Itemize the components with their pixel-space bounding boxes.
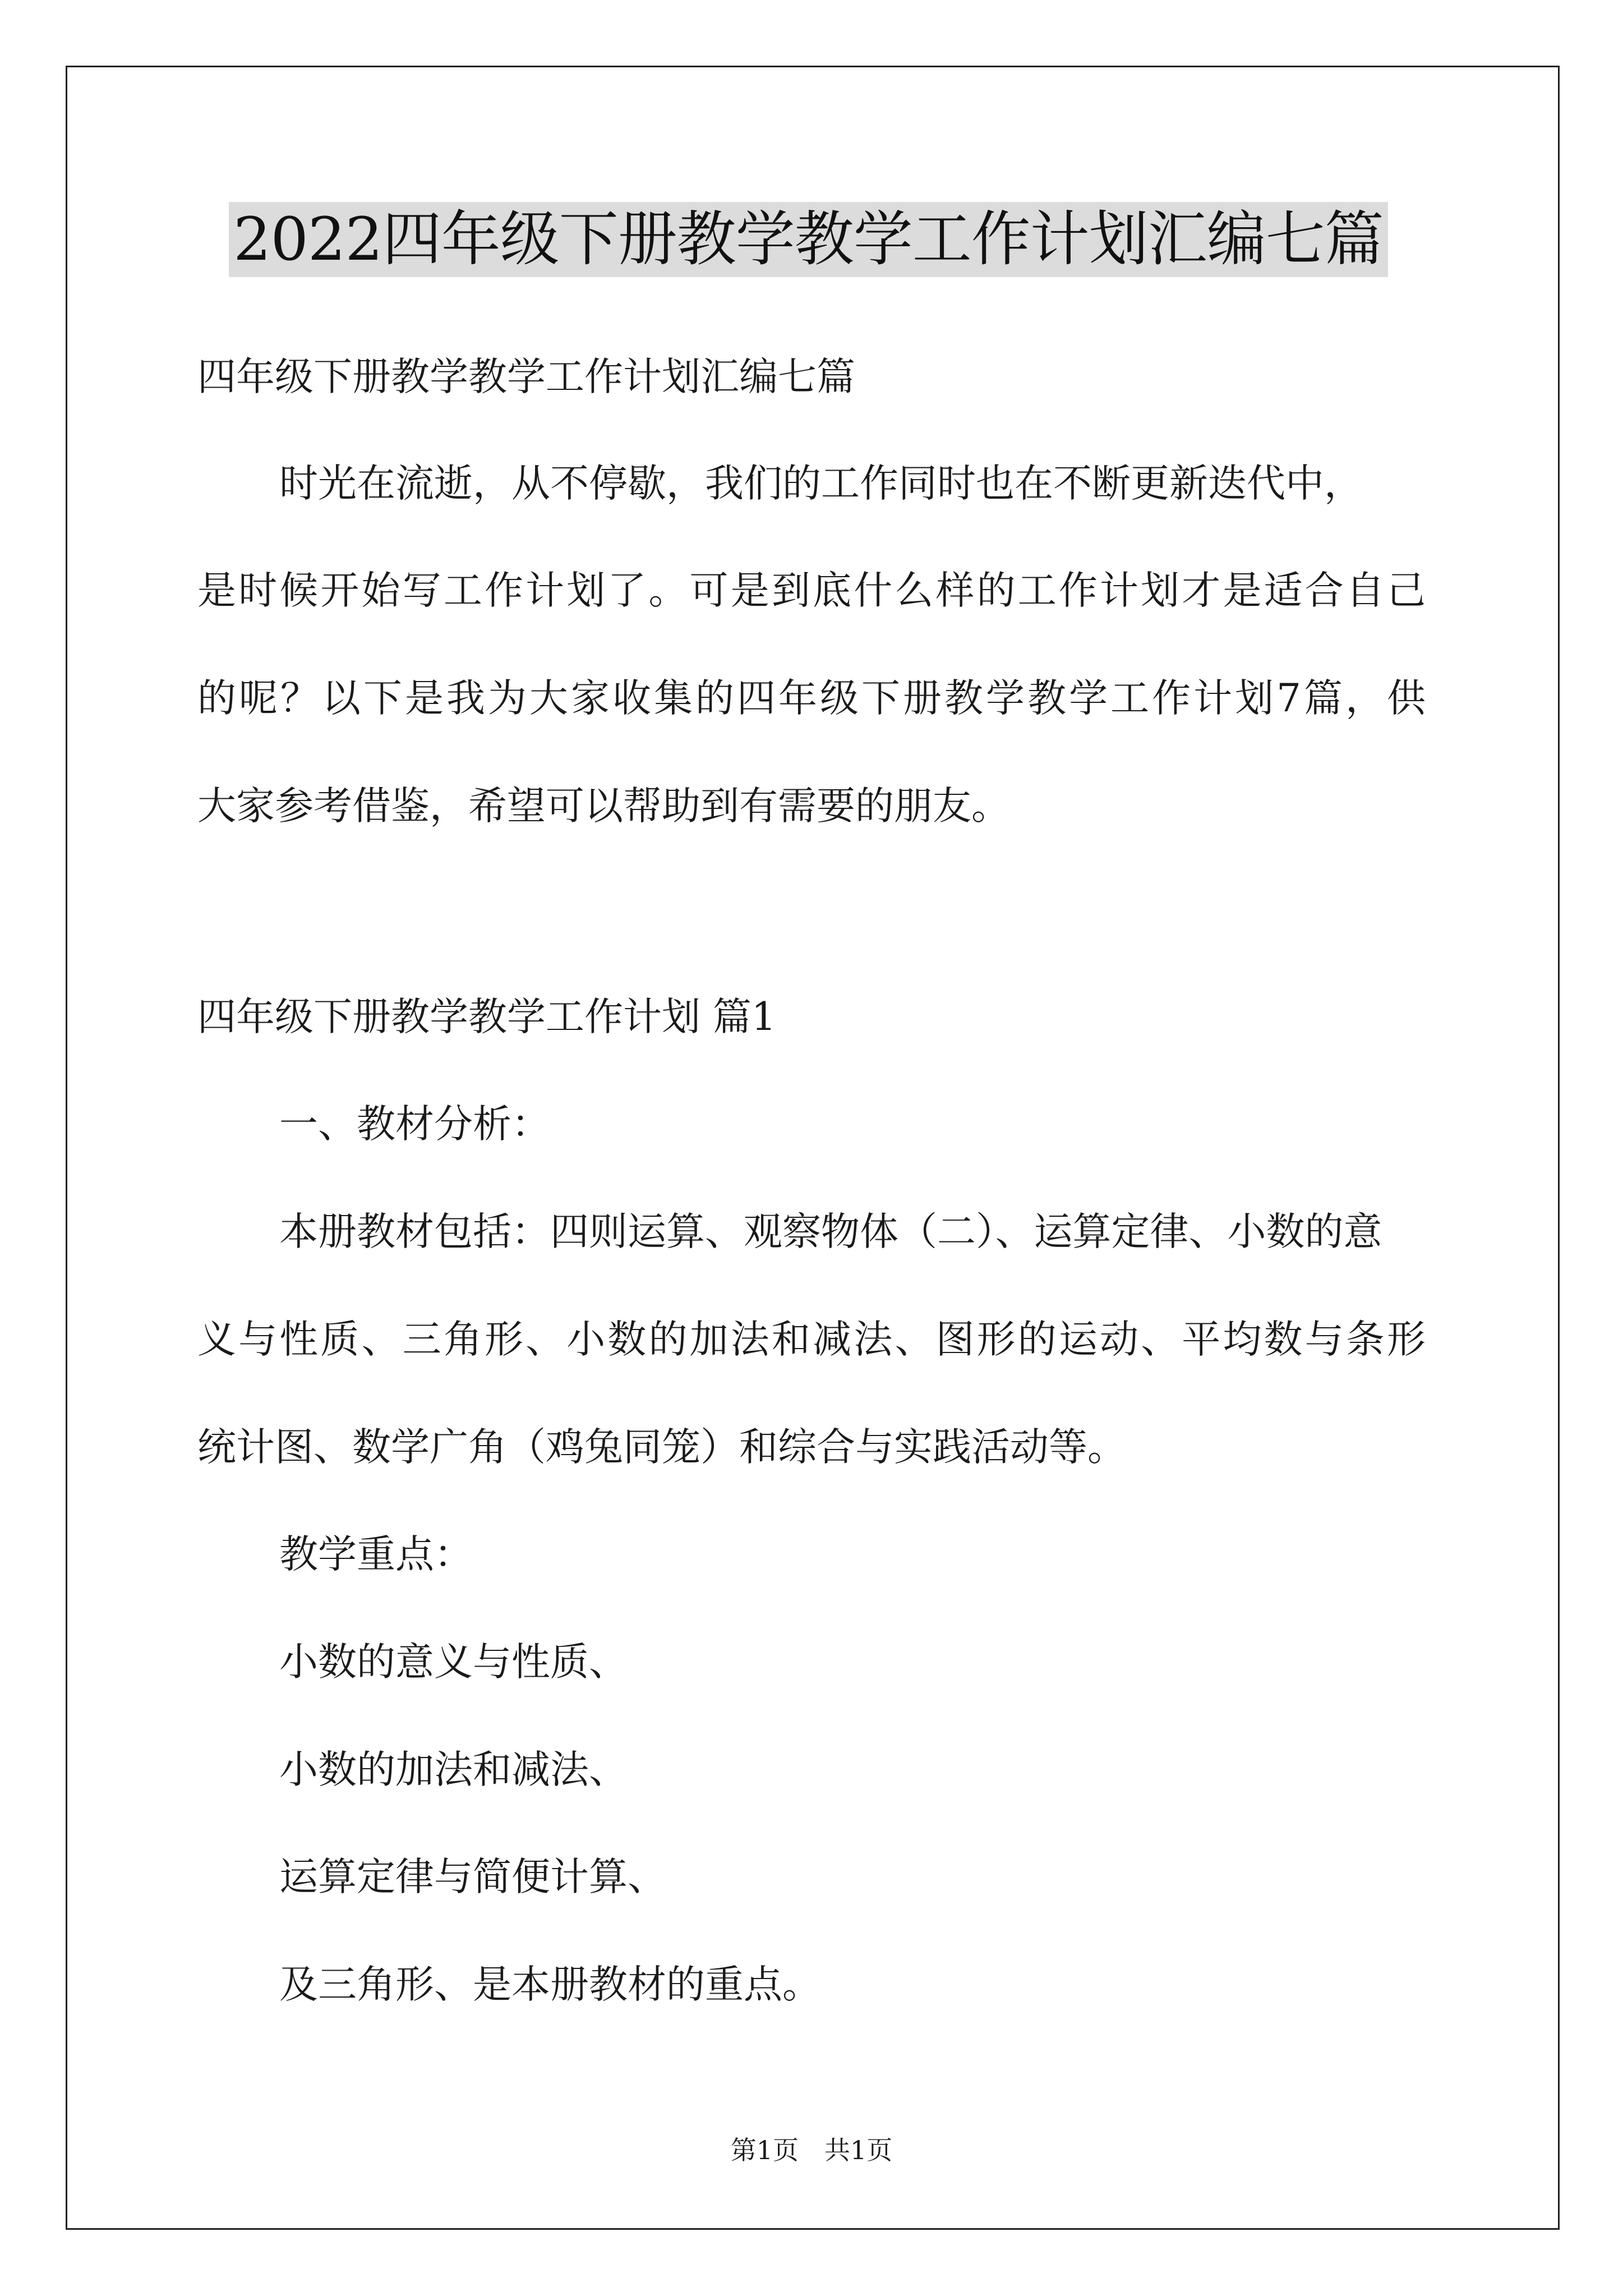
item-heading: 一、教材分析： <box>279 1102 550 1147</box>
document-title: 2022四年级下册教学教学工作计划汇编七篇 <box>229 202 1388 277</box>
page-footer: 第1页 共1页 <box>730 2135 893 2165</box>
intro-line: 大家参考借鉴，希望可以帮助到有需要的朋友。 <box>197 784 1010 829</box>
intro-line: 的呢？以下是我为大家收集的四年级下册教学教学工作计划7篇，供 <box>197 676 1426 721</box>
intro-line: 是时候开始写工作计划了。可是到底什么样的工作计划才是适合自己 <box>197 568 1426 613</box>
section-heading: 四年级下册教学教学工作计划 篇1 <box>197 995 776 1039</box>
focus-label: 教学重点： <box>279 1532 473 1577</box>
focus-item: 运算定律与简便计算、 <box>279 1855 666 1899</box>
focus-item: 小数的意义与性质、 <box>279 1640 628 1685</box>
focus-item: 小数的加法和减法、 <box>279 1747 628 1792</box>
content-line: 本册教材包括：四则运算、观察物体（二）、运算定律、小数的意 <box>279 1209 1382 1254</box>
document-subtitle: 四年级下册教学教学工作计划汇编七篇 <box>197 355 855 399</box>
intro-line: 时光在流逝，从不停歇，我们的工作同时也在不断更新迭代中， <box>279 461 1363 506</box>
content-line: 统计图、数学广角（鸡兔同笼）和综合与实践活动等。 <box>197 1425 1126 1470</box>
content-line: 义与性质、三角形、小数的加法和减法、图形的运动、平均数与条形 <box>197 1317 1426 1362</box>
focus-item: 及三角形、是本册教材的重点。 <box>279 1962 821 2007</box>
